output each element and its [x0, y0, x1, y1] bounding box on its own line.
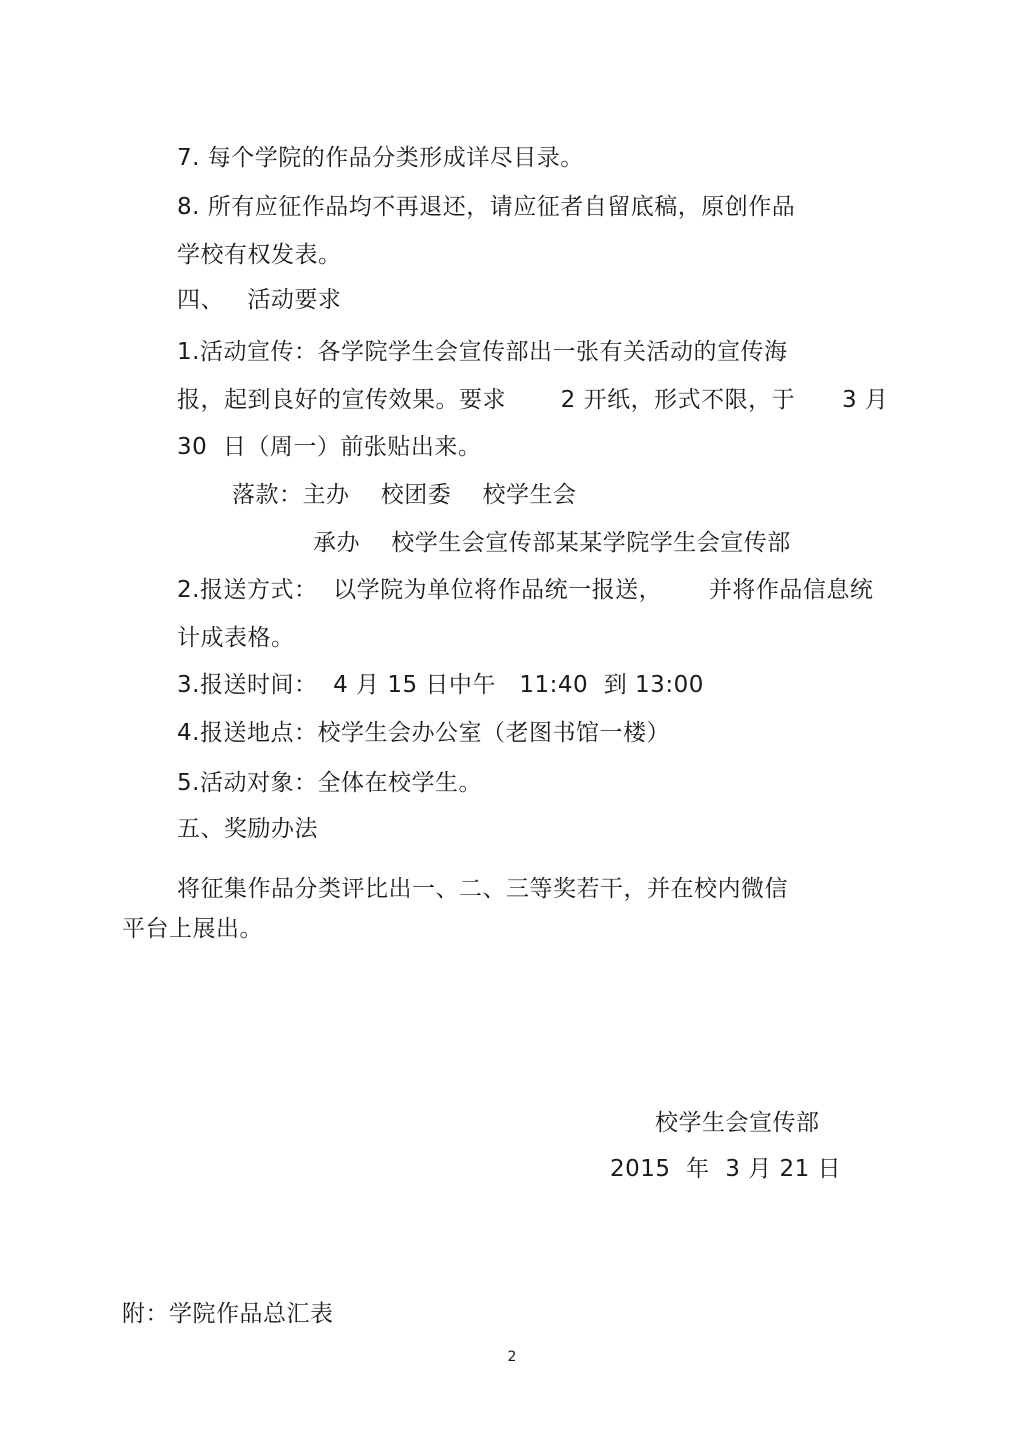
item-7: 7. 每个学院的作品分类形成详尽目录。 [177, 145, 584, 171]
signature-organizer: 落款：主办 校团委 校学生会 [232, 482, 577, 508]
item-8-continued: 学校有权发表。 [177, 242, 342, 268]
requirement-1-continued-2: 30 日（周一）前张贴出来。 [177, 434, 482, 460]
section-heading-5: 五、奖励办法 [177, 816, 318, 842]
page-number: 2 [507, 1349, 517, 1365]
requirement-1: 1.活动宣传：各学院学生会宣传部出一张有关活动的宣传海 [177, 339, 788, 365]
requirement-5: 5.活动对象：全体在校学生。 [177, 770, 482, 796]
requirement-1-continued: 报，起到良好的宣传效果。要求 2 开纸，形式不限，于 3 月 [177, 387, 889, 413]
requirement-2: 2.报送方式： 以学院为单位将作品统一报送， 并将作品信息统 [177, 577, 874, 603]
attachment-note: 附：学院作品总汇表 [122, 1301, 334, 1327]
reward-paragraph: 将征集作品分类评比出一、二、三等奖若干，并在校内微信 [177, 876, 788, 902]
issuer: 校学生会宣传部 [655, 1110, 820, 1136]
requirement-4: 4.报送地点：校学生会办公室（老图书馆一楼） [177, 720, 670, 746]
signature-host: 承办 校学生会宣传部某某学院学生会宣传部 [313, 530, 791, 556]
section-heading-4: 四、 活动要求 [177, 287, 342, 313]
item-8: 8. 所有应征作品均不再退还，请应征者自留底稿，原创作品 [177, 194, 796, 220]
requirement-3: 3.报送时间： 4 月 15 日中午 11:40 到 13:00 [177, 672, 704, 698]
issue-date: 2015 年 3 月 21 日 [610, 1156, 842, 1182]
requirement-2-continued: 计成表格。 [177, 625, 295, 651]
reward-paragraph-continued: 平台上展出。 [122, 916, 263, 942]
